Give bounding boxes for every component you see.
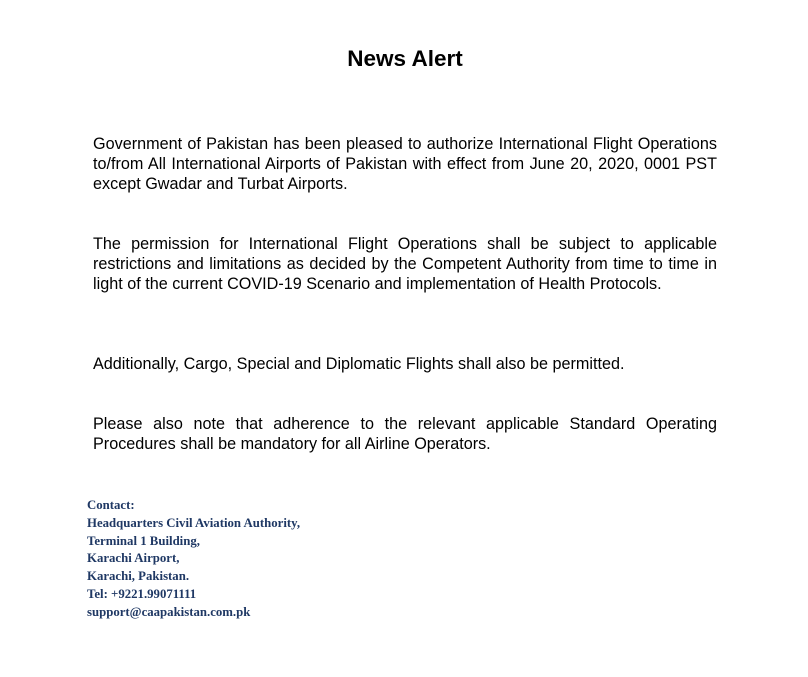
contact-location: Karachi Airport,	[87, 551, 180, 566]
contact-block	[87, 497, 300, 622]
contact-phone: Tel: +9221.99071111	[87, 586, 197, 601]
contact-heading: Contact:	[87, 498, 135, 512]
paragraph-authorization: Government of Pakistan has been pleased to authorize International Flight Operations to/from All International Airports of Pakistan with effect from June 20, 2020, 0001 PST except Gwadar and Turbat Airports.	[93, 135, 717, 193]
paragraph-sop-note: Please also note that adherence to the relevant applicable Standard Operating Procedures shall be mandatory for all Airline Operators.	[93, 415, 717, 453]
contact-city: Karachi, Pakistan.	[87, 569, 190, 584]
contact-email: support@caapakistan.com.pk	[87, 604, 251, 619]
paragraph-permission: The permission for International Flight Operations shall be subject to applicable restrictions and limitations as decided by the Competent Authority from time to time in light of the current COVID-19 Scenario and implementation of Health Protocols.	[93, 235, 717, 293]
page-title: News Alert	[347, 46, 463, 71]
contact-building: Terminal 1 Building,	[87, 533, 200, 548]
contact-organization: Headquarters Civil Aviation Authority,	[87, 515, 301, 530]
paragraph-additional-flights: Additionally, Cargo, Special and Diplomatic Flights shall also be permitted.	[93, 355, 625, 373]
